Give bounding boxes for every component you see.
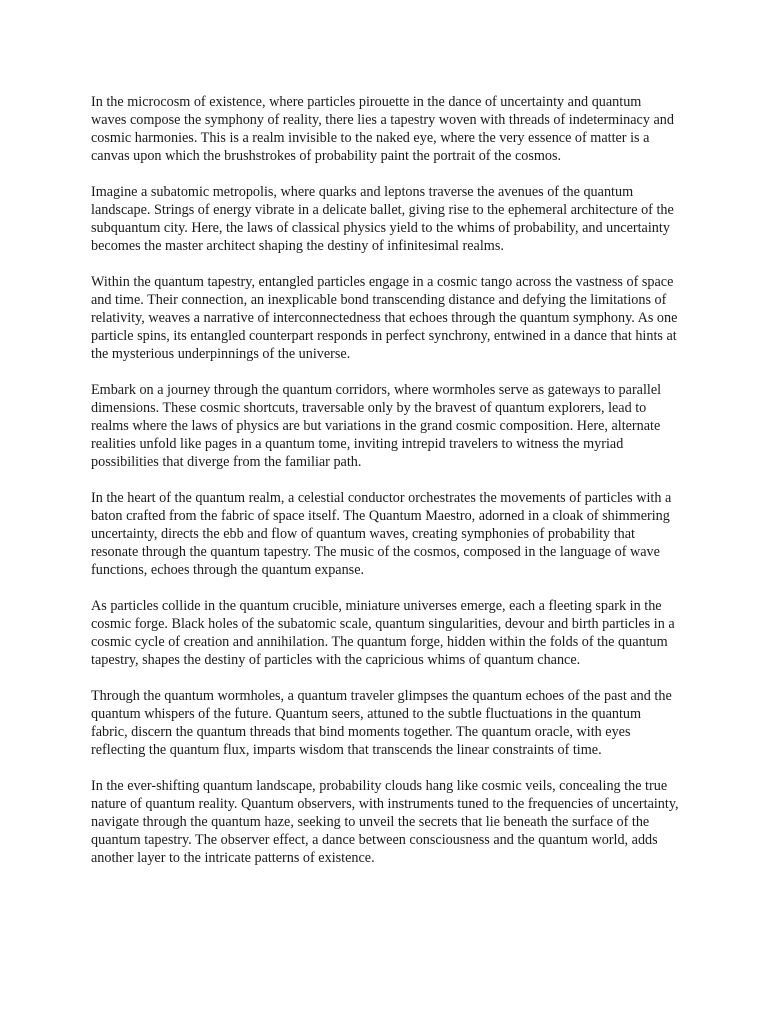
paragraph-3: Within the quantum tapestry, entangled particles engage in a cosmic tango across the vastness of space and time. Their connection, an inexplicable bond transcending distance and defying the limitations of relativity, weaves a narrative of interconnectedness that echoes through the quantum symphony. As one particle spins, its entangled counterpart responds in perfect synchrony, entwined in a dance that hints at the mysterious underpinnings of the universe.	[91, 274, 678, 362]
paragraph-6: As particles collide in the quantum crucible, miniature universes emerge, each a fleeting spark in the cosmic forge. Black holes of the subatomic scale, quantum singularities, devour and birth particles in a cosmic cycle of creation and annihilation. The quantum forge, hidden within the folds of the quantum tapestry, shapes the destiny of particles with the capricious whims of quantum chance.	[91, 598, 675, 668]
paragraph-5: In the heart of the quantum realm, a celestial conductor orchestrates the movements of particles with a baton crafted from the fabric of space itself. The Quantum Maestro, adorned in a cloak of shimmering uncertainty, directs the ebb and flow of quantum waves, creating symphonies of probability that resonate through the quantum tapestry. The music of the cosmos, composed in the language of wave functions, echoes through the quantum expanse.	[91, 490, 672, 578]
paragraph-4: Embark on a journey through the quantum corridors, where wormholes serve as gateways to parallel dimensions. These cosmic shortcuts, traversable only by the bravest of quantum explorers, lead to realms where the laws of physics are but variations in the grand cosmic composition. Here, alternate realities unfold like pages in a quantum tome, inviting intrepid travelers to witness the myriad possibilities that diverge from the familiar path.	[91, 382, 662, 470]
paragraph-1: In the microcosm of existence, where particles pirouette in the dance of uncertainty and quantum waves compose the symphony of reality, there lies a tapestry woven with threads of indeterminacy and cosmic harmonies. This is a realm invisible to the naked eye, where the very essence of matter is a canvas upon which the brushstrokes of probability paint the portrait of the cosmos.	[91, 94, 674, 164]
paragraph-2: Imagine a subatomic metropolis, where quarks and leptons traverse the avenues of the quantum landscape. Strings of energy vibrate in a delicate ballet, giving rise to the ephemeral architecture of the subquantum city. Here, the laws of classical physics yield to the whims of probability, and uncertainty becomes the master architect shaping the destiny of infinitesimal realms.	[91, 184, 674, 254]
document-body	[91, 93, 679, 885]
paragraph-7: Through the quantum wormholes, a quantum traveler glimpses the quantum echoes of the past and the quantum whispers of the future. Quantum seers, attuned to the subtle fluctuations in the quantum fabric, discern the quantum threads that bind moments together. The quantum oracle, with eyes reflecting the quantum flux, imparts wisdom that transcends the linear constraints of time.	[91, 688, 672, 758]
paragraph-8: In the ever-shifting quantum landscape, probability clouds hang like cosmic veils, concealing the true nature of quantum reality. Quantum observers, with instruments tuned to the frequencies of uncertainty, navigate through the quantum haze, seeking to unveil the secrets that lie beneath the surface of the quantum tapestry. The observer effect, a dance between consciousness and the quantum world, adds another layer to the intricate patterns of existence.	[91, 778, 679, 866]
